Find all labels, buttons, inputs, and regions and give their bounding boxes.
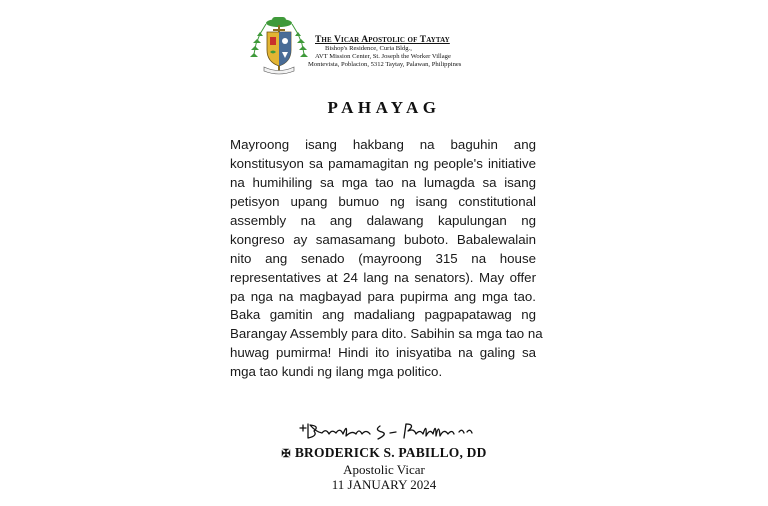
letterhead [248, 14, 488, 76]
body-line: assembly na ang dalawang kapulungan ng [230, 212, 536, 228]
statement-body [230, 136, 543, 382]
address-line-3: Montevista, Poblacion, 5312 Taytay, Palawan, Philippines [308, 61, 462, 69]
body-line: mga tao kundi ng ilang mga politico. [230, 364, 443, 380]
body-line: konstitusyon sa pamamagitan ng people's initiative [230, 155, 536, 171]
body-line: Baka gamitin ang madaliang pagpapatawag ng [230, 307, 536, 323]
signatory-position: Apostolic Vicar [343, 462, 425, 477]
office-block [308, 35, 495, 70]
body-line: pa nga na magbayad para pupirma ang mga tao. [230, 288, 536, 304]
address-line-1: Bishop's Residence, Curia Bldg., [325, 45, 412, 52]
coat-of-arms-icon [248, 14, 310, 76]
body-line: Mayroong isang hakbang na baguhin ang [230, 137, 536, 152]
body-line: nito ang senado (mayroong 315 na house [230, 250, 536, 266]
document-title: PAHAYAG [327, 98, 441, 117]
body-line: petisyon upang bumuo ng isang constitutional [230, 193, 536, 209]
signatory-name-line [0, 445, 768, 461]
body-line: na humihiling sa mga tao na lumagda sa isang [230, 174, 536, 190]
body-line: Barangay Assembly para dito. Sabihin sa mga tao na [230, 326, 543, 342]
body-line: kongreso ay samasamang buboto. Babalewalain [230, 231, 536, 247]
signatory-name: BRODERICK S. PABILLO, DD [294, 445, 487, 460]
address-line-2: AVT Mission Center, St. Joseph the Worker Village [315, 53, 451, 61]
document-date: 11 JANUARY 2024 [331, 477, 437, 492]
episcopal-cross-icon: ✠ [281, 448, 291, 460]
handwritten-signature [296, 418, 476, 444]
body-line: huwag pumirma! Hindi ito inisyatiba na galing sa [230, 345, 536, 361]
body-line: representatives at 24 lang na senators). May offer [230, 269, 536, 285]
office-title: The Vicar Apostolic of Taytay [315, 35, 450, 45]
